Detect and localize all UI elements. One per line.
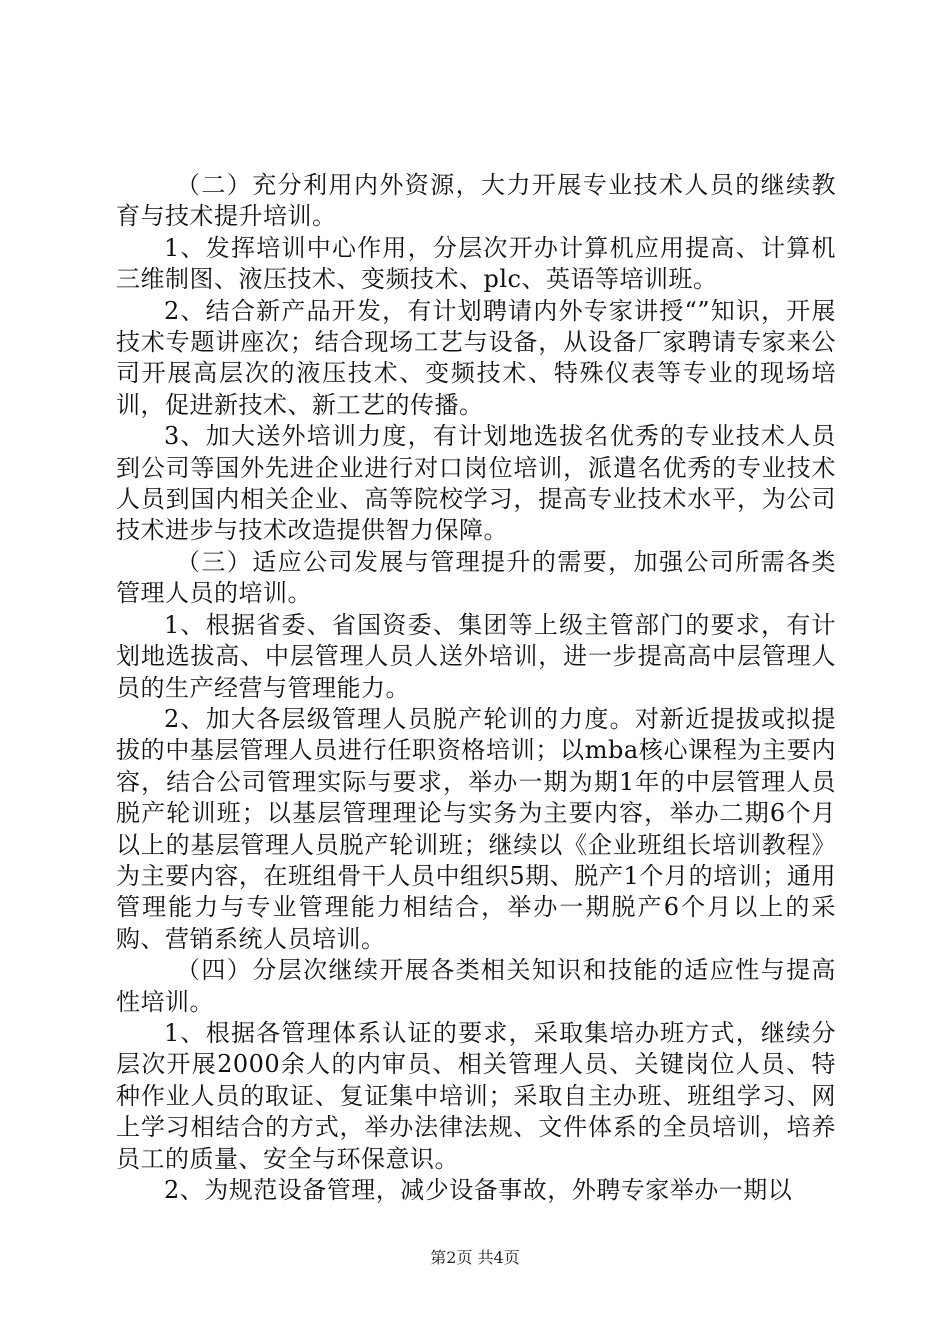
paragraph-item: 1、根据各管理体系认证的要求，采取集培办班方式，继续分层次开展2000余人的内审员、相关管理人员、关键岗位人员、特种作业人员的取证、复证集中培训；采取自主办班、班组学习、网上学习相结合的方式，举办法律法规、文件体系的全员培训，培养员工的质量、安全与环保意识。 — [116, 1018, 836, 1173]
paragraph-item: 2、结合新产品开发，有计划聘请内外专家讲授“”知识，开展技术专题讲座次；结合现场工艺与设备，从设备厂家聘请专家来公司开展高层次的液压技术、变频技术、特殊仪表等专业的现场培训，促进新技术、新工艺的传播。 — [116, 296, 836, 419]
document-body — [116, 170, 836, 1206]
paragraph-item: 2、加大各层级管理人员脱产轮训的力度。对新近提拔或拟提拔的中基层管理人员进行任职资格培训；以mba核心课程为主要内容，结合公司管理实际与要求，举办一期为期1年的中层管理人员脱产轮训班；以基层管理理论与实务为主要内容，举办二期6个月以上的基层管理人员脱产轮训班；继续以《企业班组长培训教程》为主要内容，在班组骨干人员中组织5期、脱产1个月的培训；通用管理能力与专业管理能力相结合，举办一期脱产6个月以上的采购、营销系统人员培训。 — [116, 704, 836, 953]
section-heading-4: （四）分层次继续开展各类相关知识和技能的适应性与提高性培训。 — [116, 956, 836, 1016]
paragraph-item: 1、发挥培训中心作用，分层次开办计算机应用提高、计算机三维制图、液压技术、变频技术、plc、英语等培训班。 — [116, 233, 836, 294]
paragraph-item: 1、根据省委、省国资委、集团等上级主管部门的要求，有计划地选拔高、中层管理人员人送外培训，进一步提高高中层管理人员的生产经营与管理能力。 — [116, 610, 836, 702]
section-heading-2: （二）充分利用内外资源，大力开展专业技术人员的继续教育与技术提升培训。 — [116, 171, 836, 231]
section-heading-3: （三）适应公司发展与管理提升的需要，加强公司所需各类管理人员的培训。 — [116, 547, 836, 608]
paragraph-item: 2、为规范设备管理，减少设备事故，外聘专家举办一期以 — [164, 1176, 793, 1204]
paragraph-item: 3、加大送外培训力度，有计划地选拔名优秀的专业技术人员到公司等国外先进企业进行对口岗位培训，派遣名优秀的专业技术人员到国内相关企业、高等院校学习，提高专业技术水平，为公司技术进步与技术改造提供智力保障。 — [116, 422, 836, 545]
page-number-footer: 第2页 共4页 — [430, 1248, 520, 1267]
